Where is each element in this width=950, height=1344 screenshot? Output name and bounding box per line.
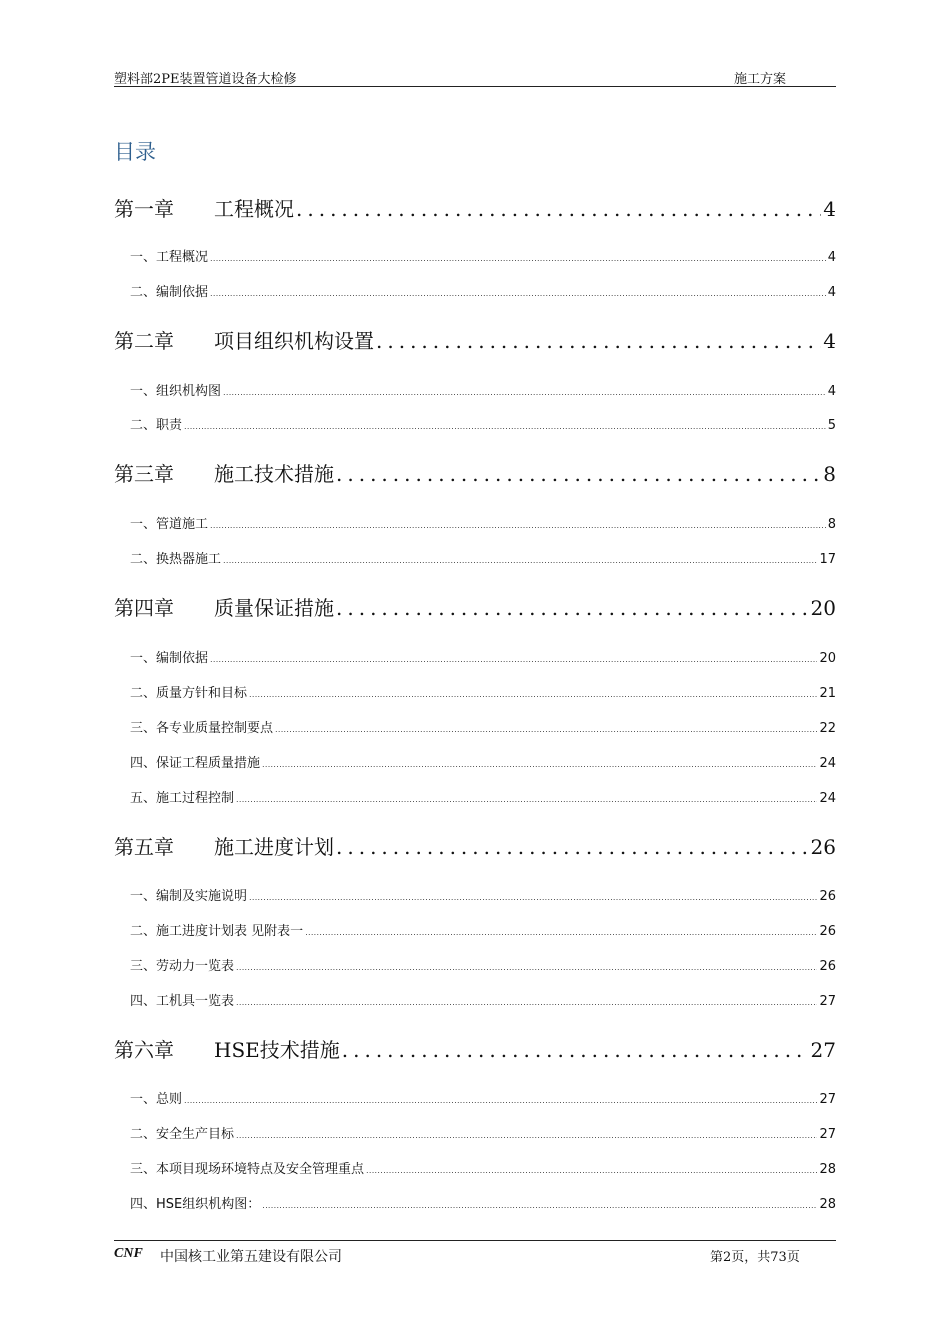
toc-section-entry[interactable] <box>114 380 836 399</box>
toc-section-entry[interactable] <box>114 885 836 904</box>
section-title: 三、本项目现场环境特点及安全管理重点 <box>130 1162 365 1177</box>
toc-section-entry[interactable] <box>114 281 836 300</box>
toc-section-entry[interactable] <box>114 246 836 265</box>
chapter-number: 第六章 <box>114 1038 174 1062</box>
page-number: 4 <box>827 384 836 399</box>
page-number: 28 <box>819 1197 836 1212</box>
section-title: 二、职责 <box>130 418 183 433</box>
leader-dots <box>184 1096 817 1105</box>
toc-section-entry[interactable] <box>114 414 836 433</box>
chapter-number: 第四章 <box>114 596 174 620</box>
section-title: 二、施工进度计划表 见附表一 <box>130 924 304 939</box>
leader-dots <box>223 556 817 565</box>
toc-section-entry[interactable] <box>114 990 836 1009</box>
page-number: 24 <box>819 791 836 806</box>
toc-chapter-entry[interactable] <box>114 592 836 621</box>
page-header <box>114 66 836 87</box>
page-number: 8 <box>827 517 836 532</box>
section-title: 五、施工过程控制 <box>130 791 235 806</box>
leader-dots <box>305 928 817 937</box>
toc-chapter-entry[interactable] <box>114 831 836 860</box>
chapter-title: 工程概况 <box>214 197 294 221</box>
leader-dots <box>210 254 826 263</box>
company-name: 中国核工业第五建设有限公司 <box>160 1249 342 1265</box>
leader-dots <box>262 760 817 769</box>
leader-dots <box>210 289 826 298</box>
section-title: 四、HSE组织机构图： <box>130 1197 261 1212</box>
page-number: 27 <box>819 994 836 1009</box>
toc-section-entry[interactable] <box>114 1123 836 1142</box>
chapter-number: 第一章 <box>114 197 174 221</box>
page-number: 24 <box>819 756 836 771</box>
toc-chapter-entry[interactable] <box>114 193 836 222</box>
section-title: 一、工程概况 <box>130 250 209 265</box>
leader-dots <box>275 725 817 734</box>
toc-heading: 目录 <box>114 140 156 164</box>
page-number: 22 <box>819 721 836 736</box>
section-title: 一、管道施工 <box>130 517 209 532</box>
company-logo: CNF <box>114 1246 143 1261</box>
section-title: 一、编制及实施说明 <box>130 889 248 904</box>
page-number: 26 <box>819 889 836 904</box>
page-number: 4 <box>823 197 836 221</box>
chapter-title: 项目组织机构设置 <box>214 329 374 353</box>
leader-dots <box>236 795 817 804</box>
chapter-title: 质量保证措施 <box>214 596 334 620</box>
page-number: 28 <box>819 1162 836 1177</box>
leader-dots <box>336 835 809 859</box>
page-number: 5 <box>827 418 836 433</box>
section-title: 二、质量方针和目标 <box>130 686 248 701</box>
section-title: 二、安全生产目标 <box>130 1127 235 1142</box>
toc-section-entry[interactable] <box>114 1088 836 1107</box>
leader-dots <box>236 1131 817 1140</box>
leader-dots <box>210 655 817 664</box>
toc-section-entry[interactable] <box>114 920 836 939</box>
section-title: 三、劳动力一览表 <box>130 959 235 974</box>
leader-dots <box>236 998 817 1007</box>
section-title: 四、工机具一览表 <box>130 994 235 1009</box>
leader-dots <box>336 462 821 486</box>
leader-dots <box>249 893 817 902</box>
section-title: 一、编制依据 <box>130 651 209 666</box>
toc-section-entry[interactable] <box>114 1158 836 1177</box>
leader-dots <box>223 388 826 397</box>
section-title: 一、组织机构图 <box>130 384 222 399</box>
toc-chapter-entry[interactable] <box>114 458 836 487</box>
toc-section-entry[interactable] <box>114 787 836 806</box>
leader-dots <box>336 596 809 620</box>
leader-dots <box>249 690 817 699</box>
page-number: 27 <box>819 1092 836 1107</box>
chapter-number: 第三章 <box>114 462 174 486</box>
leader-dots <box>342 1038 809 1062</box>
page-number: 4 <box>827 285 836 300</box>
page-info: 第2页，共73页 <box>710 1250 800 1265</box>
chapter-number: 第二章 <box>114 329 174 353</box>
page-number: 8 <box>823 462 836 486</box>
section-title: 四、保证工程质量措施 <box>130 756 261 771</box>
toc-section-entry[interactable] <box>114 752 836 771</box>
page-number: 4 <box>823 329 836 353</box>
toc-section-entry[interactable] <box>114 955 836 974</box>
chapter-title: 施工技术措施 <box>214 462 334 486</box>
toc-section-entry[interactable] <box>114 1193 836 1212</box>
page-number: 26 <box>810 835 836 859</box>
leader-dots <box>376 329 821 353</box>
chapter-title: HSE技术措施 <box>214 1038 340 1062</box>
document-title: 塑料部2PE装置管道设备大检修 <box>114 72 297 87</box>
section-title: 二、换热器施工 <box>130 552 222 567</box>
toc-section-entry[interactable] <box>114 647 836 666</box>
page-number: 20 <box>810 596 836 620</box>
page-number: 20 <box>819 651 836 666</box>
chapter-title: 施工进度计划 <box>214 835 334 859</box>
section-title: 二、编制依据 <box>130 285 209 300</box>
leader-dots <box>236 963 817 972</box>
leader-dots <box>210 521 826 530</box>
leader-dots <box>296 197 821 221</box>
toc-chapter-entry[interactable] <box>114 1034 836 1063</box>
page-number: 26 <box>819 959 836 974</box>
section-title: 三、各专业质量控制要点 <box>130 721 274 736</box>
section-title: 一、总则 <box>130 1092 183 1107</box>
page-number: 26 <box>819 924 836 939</box>
page-number: 21 <box>819 686 836 701</box>
chapter-number: 第五章 <box>114 835 174 859</box>
toc-section-entry[interactable] <box>114 682 836 701</box>
page-number: 27 <box>810 1038 836 1062</box>
page-footer <box>114 1240 836 1271</box>
toc-section-entry[interactable] <box>114 548 836 567</box>
page-number: 27 <box>819 1127 836 1142</box>
leader-dots <box>366 1166 817 1175</box>
toc-section-entry[interactable] <box>114 717 836 736</box>
leader-dots <box>262 1201 817 1210</box>
leader-dots <box>184 422 826 431</box>
page-number: 4 <box>827 250 836 265</box>
document-type: 施工方案 <box>734 72 787 87</box>
page-number: 17 <box>819 552 836 567</box>
toc-section-entry[interactable] <box>114 513 836 532</box>
toc-chapter-entry[interactable] <box>114 325 836 354</box>
